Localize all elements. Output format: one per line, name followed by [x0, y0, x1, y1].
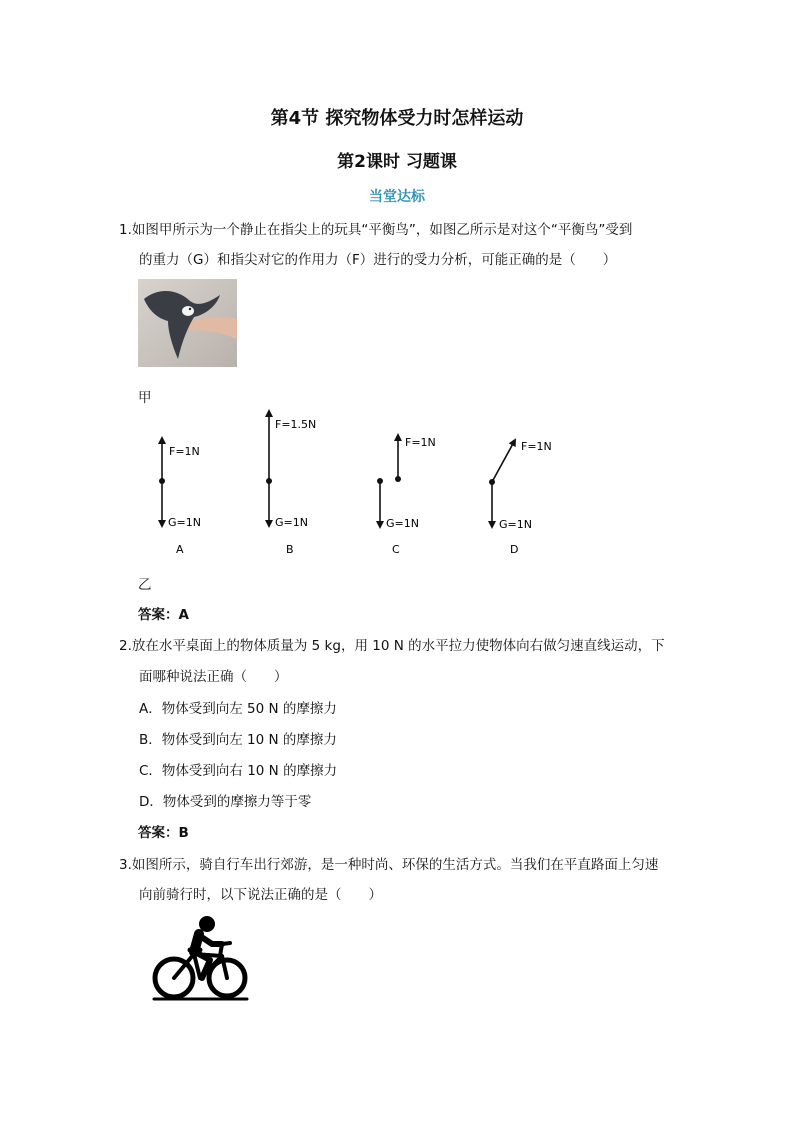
option-a-point — [159, 478, 165, 484]
q1-stem-line2: 的重力（G）和指尖对它的作用力（F）进行的受力分析，可能正确的是（ ） — [139, 252, 617, 268]
q2-option-c: C．物体受到向右 10 N 的摩擦力 — [139, 763, 338, 779]
option-c-letter: C — [392, 543, 400, 556]
option-d-force-arrow — [492, 440, 515, 482]
page-title: 第4节 探究物体受力时怎样运动 — [270, 108, 524, 129]
force-diagrams — [140, 405, 570, 565]
cyclist-figure — [150, 912, 250, 1004]
option-d-g-label: G=1N — [499, 518, 532, 531]
q1-answer: 答案：A — [138, 607, 189, 623]
option-d-f-label: F=1N — [521, 440, 552, 453]
option-b-letter: B — [286, 543, 294, 556]
figure-jia-label: 甲 — [138, 390, 152, 406]
q2-stem-line1: 2.放在水平桌面上的物体质量为 5 kg，用 10 N 的水平拉力使物体向右做匀速直线运动，下 — [119, 638, 665, 654]
q2-option-a: A．物体受到向左 50 N 的摩擦力 — [139, 701, 337, 717]
q2-option-b: B．物体受到向左 10 N 的摩擦力 — [139, 732, 337, 748]
q2-option-d: D．物体受到的摩擦力等于零 — [139, 794, 312, 810]
option-d-letter: D — [510, 543, 519, 556]
option-a-f-label: F=1N — [169, 445, 200, 458]
balance-bird-photo — [138, 279, 237, 367]
option-b-point — [266, 478, 272, 484]
option-a-letter: A — [176, 543, 184, 556]
q3-stem-line1: 3.如图所示，骑自行车出行郊游，是一种时尚、环保的生活方式。当我们在平直路面上匀速 — [119, 857, 659, 873]
option-b-diagram — [266, 411, 316, 556]
option-c-g-label: G=1N — [386, 517, 419, 530]
option-b-f-label: F=1.5N — [275, 418, 317, 431]
q2-stem-line2: 面哪种说法正确（ ） — [139, 669, 288, 685]
figure-yi-label: 乙 — [138, 577, 152, 593]
option-a-diagram — [159, 438, 201, 556]
q1-stem-line1: 1.如图甲所示为一个静止在指尖上的玩具“平衡鸟”，如图乙所示是对这个“平衡鸟”受到 — [119, 222, 633, 238]
option-c-point-g — [377, 478, 383, 484]
option-a-g-label: G=1N — [168, 516, 201, 529]
page-subtitle: 第2课时 习题课 — [337, 152, 457, 172]
section-heading: 当堂达标 — [369, 189, 425, 205]
option-d-diagram — [489, 440, 552, 556]
q2-answer: 答案：B — [138, 825, 189, 841]
option-c-f-label: F=1N — [405, 436, 436, 449]
option-c-point-f — [395, 476, 401, 482]
q3-stem-line2: 向前骑行时，以下说法正确的是（ ） — [139, 887, 382, 903]
option-c-diagram — [377, 435, 436, 556]
option-d-point — [489, 479, 495, 485]
option-b-g-label: G=1N — [275, 516, 308, 529]
